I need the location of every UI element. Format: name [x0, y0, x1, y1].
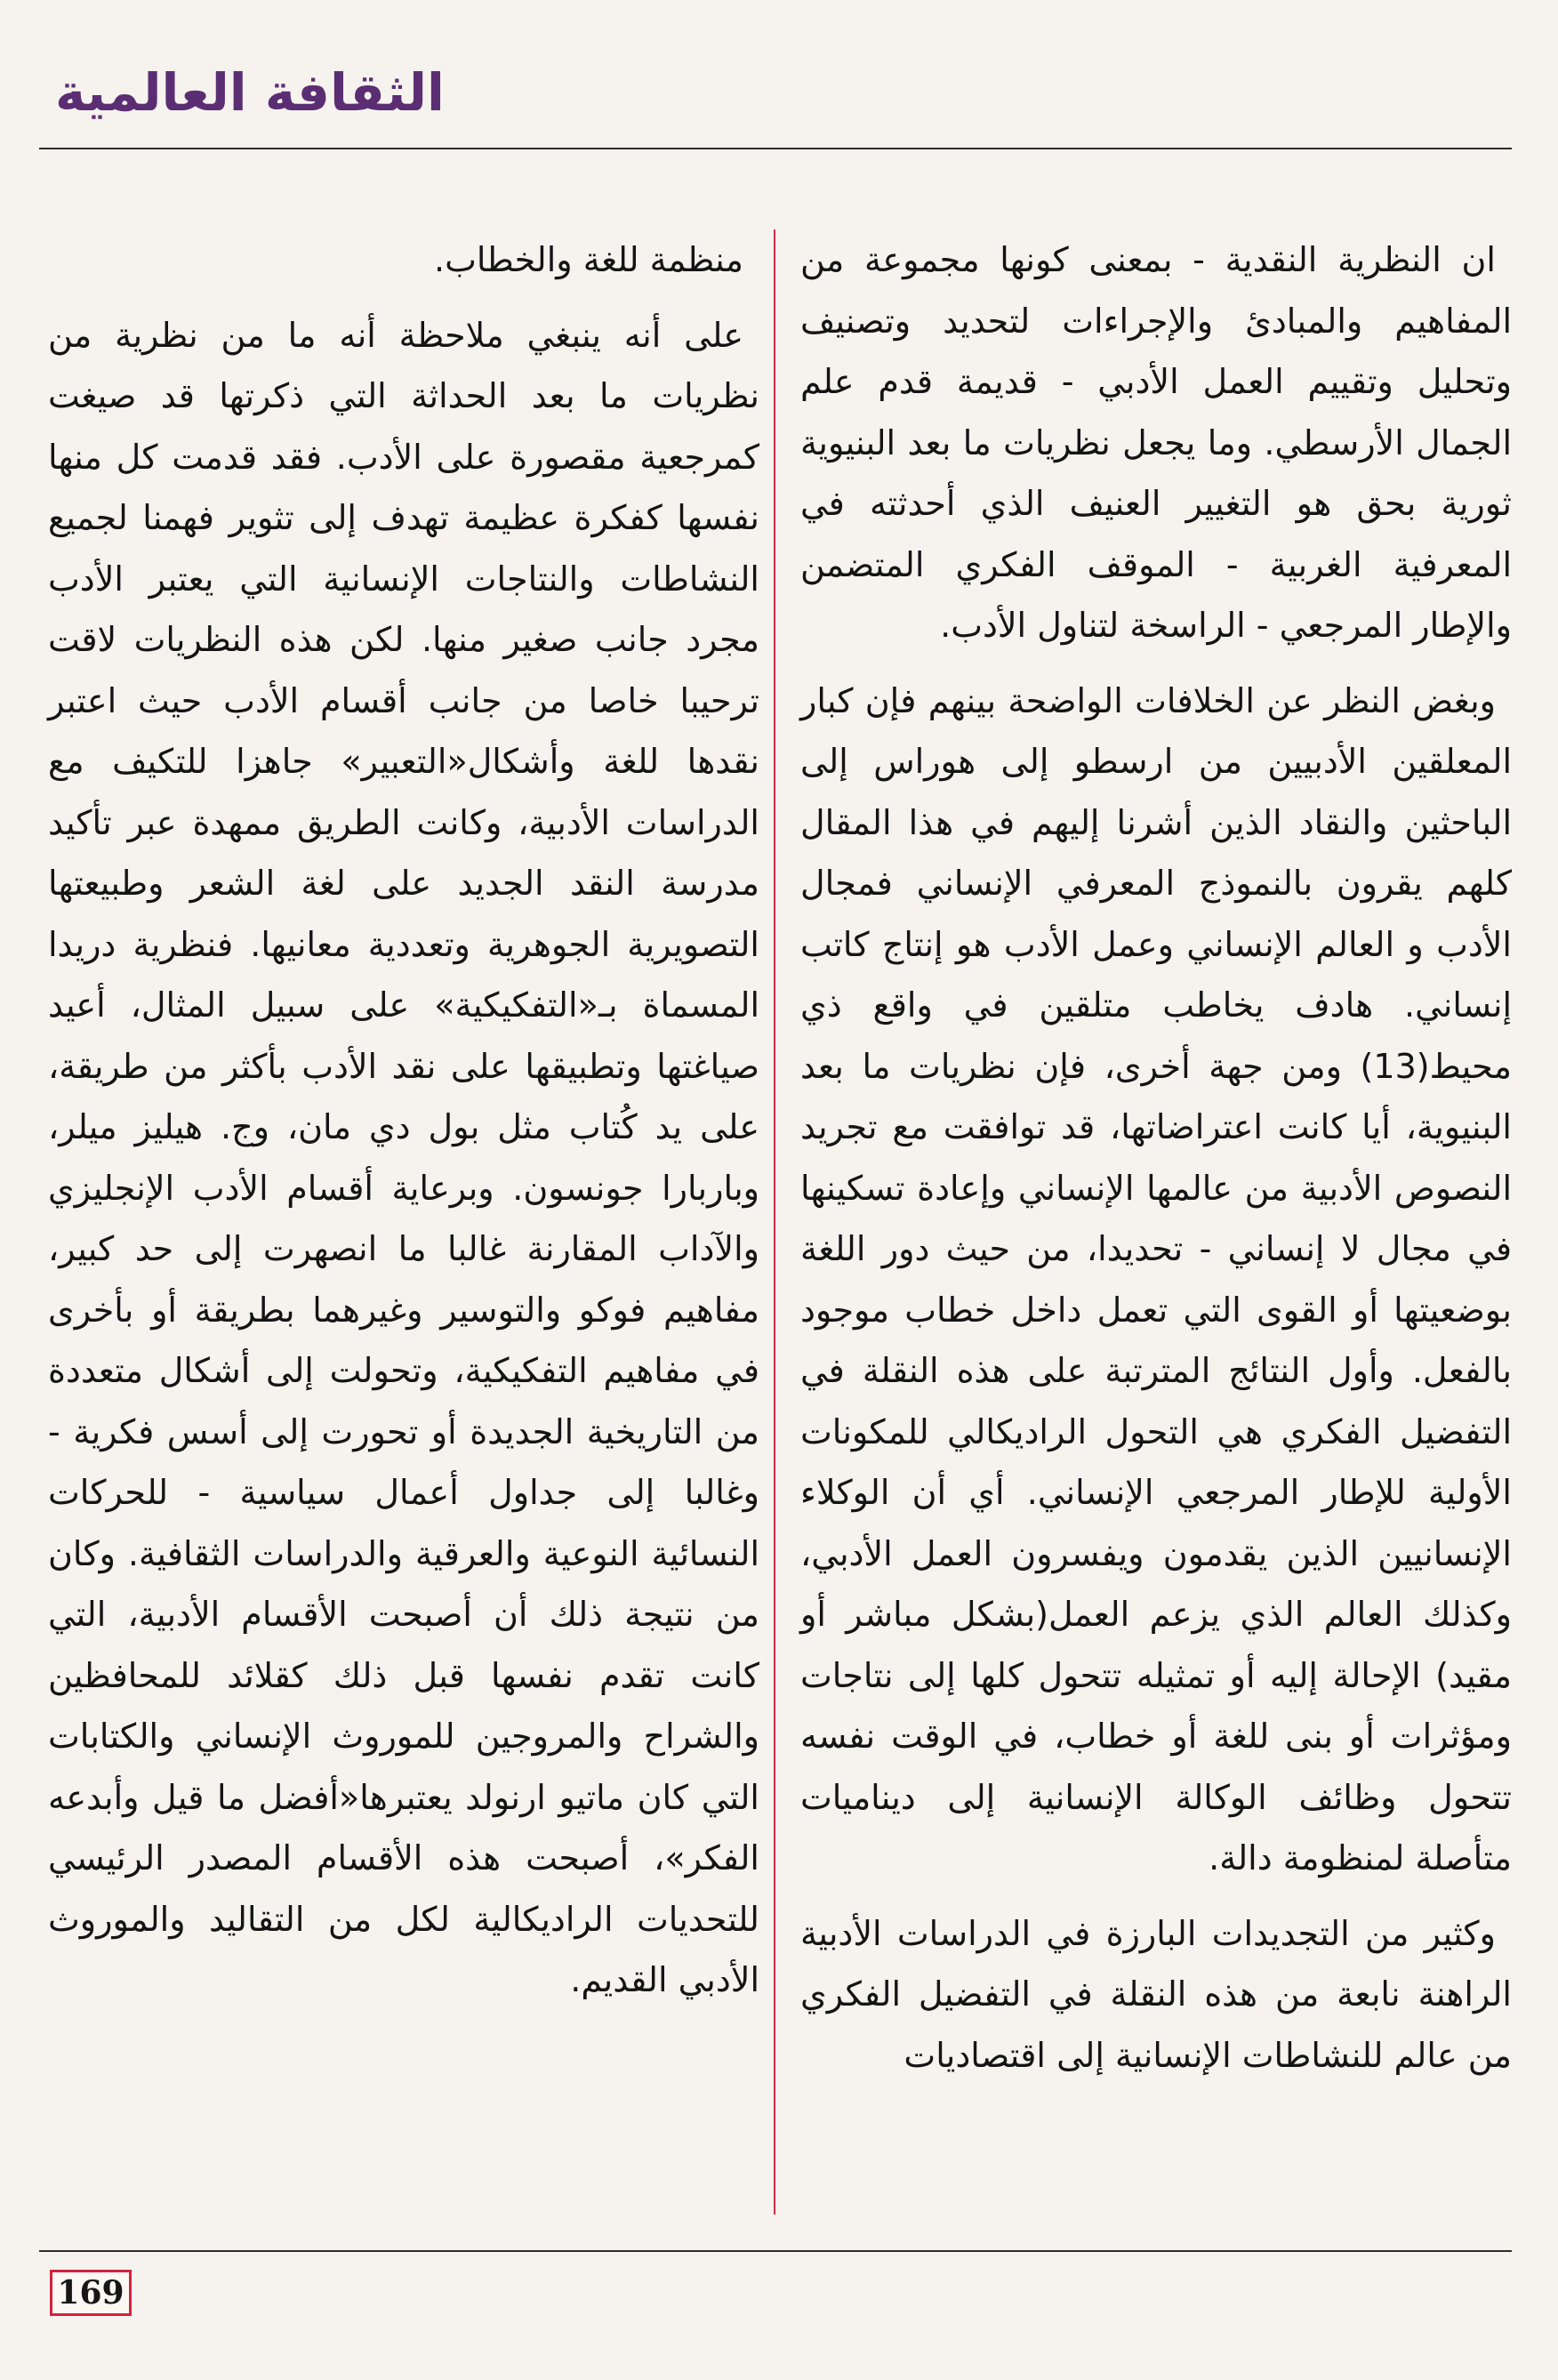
page-header: [39, 55, 1512, 149]
paragraph: ان النظرية النقدية - بمعنى كونها مجموعة من المفاهيم والمبادئ والإجراءات لتحديد وتصنيف وتحليل وتقييم العمل الأدبي - قديمة قدم علم الجمال الأرسطي. وما يجعل نظريات ما بعد البنيوية ثورية بحق هو التغيير العنيف الذي أحدثته في المعرفية الغربية - الموقف الفكري المتضمن والإطار المرجعي - الراسخة لتناول الأدب.: [789, 240, 1512, 645]
right-column: [789, 229, 1512, 2213]
page-number: 169: [50, 2270, 132, 2316]
article-columns: [36, 229, 1512, 2213]
paragraph: منظمة للغة والخطاب.: [434, 240, 743, 279]
paragraph: وكثير من التجديدات البارزة في الدراسات الأدبية الراهنة نابعة من هذه النقلة في التفضيل الفكري من عالم للنشاطات الإنسانية إلى اقتصاديات: [789, 1913, 1512, 2075]
left-column: [36, 229, 759, 2213]
paragraph: وبغض النظر عن الخلافات الواضحة بينهم فإن كبار المعلقين الأدبيين من ارسطو إلى هوراس إلى الباحثين والنقاد الذين أشرنا إليهم في هذا المقال كلهم يقرون بالنموذج المعرفي الإنساني فمجال الأدب و العالم الإنساني وعمل الأدب هو إنتاج كاتب إنساني. هادف يخاطب متلقين في واقع ذي محيط(13) ومن جهة أخرى، فإن نظريات ما بعد البنيوية، أيا كانت اعتراضاتها، قد توافقت مع تجريد النصوص الأدبية من عالمها الإنساني وإعادة تسكينها في مجال لا إنساني - تحديدا، من حيث دور اللغة بوضعيتها أو القوى التي تعمل داخل خطاب موجود بالفعل. وأول النتائج المترتبة على هذه النقلة في التفضيل الفكري هي التحول الراديكالي للمكونات الأولية للإطار المرجعي الإنساني. أي أن الوكلاء الإنسانيين الذين يقدمون ويفسرون العمل الأدبي، وكذلك العالم الذي يزعم العمل(بشكل مباشر أو مقيد) الإحالة إليه أو تمثيله تتحول كلها إلى نتاجات ومؤثرات أو بنى للغة أو خطاب، في الوقت نفسه تتحول وظائف الوكالة الإنسانية إلى ديناميات متأصلة لمنظومة دالة.: [789, 680, 1512, 1877]
page-footer: [39, 2250, 1512, 2314]
section-title: الثقافة العالمية: [55, 62, 445, 123]
paragraph: على أنه ينبغي ملاحظة أنه ما من نظرية من نظريات ما بعد الحداثة التي ذكرتها قد صيغت كمرجعية مقصورة على الأدب. فقد قدمت كل منها نفسها كفكرة عظيمة تهدف إلى تثوير فهمنا لجميع النشاطات والنتاجات الإنسانية التي يعتبر الأدب مجرد جانب صغير منها. لكن هذه النظريات لاقت ترحيبا خاصا من جانب أقسام الأدب حيث اعتبر نقدها للغة وأشكال«التعبير» جاهزا للتكيف مع الدراسات الأدبية، وكانت الطريق ممهدة عبر تأكيد مدرسة النقد الجديد على لغة الشعر وطبيعتها التصويرية الجوهرية وتعددية معانيها. فنظرية دريدا المسماة بـ«التفكيكية» على سبيل المثال، أعيد صياغتها وتطبيقها على نقد الأدب بأكثر من طريقة، على يد كُتاب مثل بول دي مان، وج. هيليز ميلر، وباربارا جونسون. وبرعاية أقسام الأدب الإنجليزي والآداب المقارنة غالبا ما انصهرت إلى حد كبير، مفاهيم فوكو والتوسير وغيرهما بطريقة أو بأخرى في مفاهيم التفكيكية، وتحولت إلى أشكال متعددة من التاريخية الجديدة أو تحورت إلى أسس فكرية - وغالبا إلى جداول أعمال سياسية - للحركات النسائية النوعية والعرقية والدراسات الثقافية. وكان من نتيجة ذلك أن أصبحت الأقسام الأدبية، التي كانت تقدم نفسها قبل ذلك كقلائد للمحافظين والشراح والمروجين للموروث الإنساني والكتابات التي كان ماتيو ارنولد يعتبرها«أفضل ما قيل وأبدعه الفكر»، أصبحت هذه الأقسام المصدر الرئيسي للتحديات الراديكالية لكل من التقاليد والموروث الأدبي القديم.: [36, 315, 759, 1999]
